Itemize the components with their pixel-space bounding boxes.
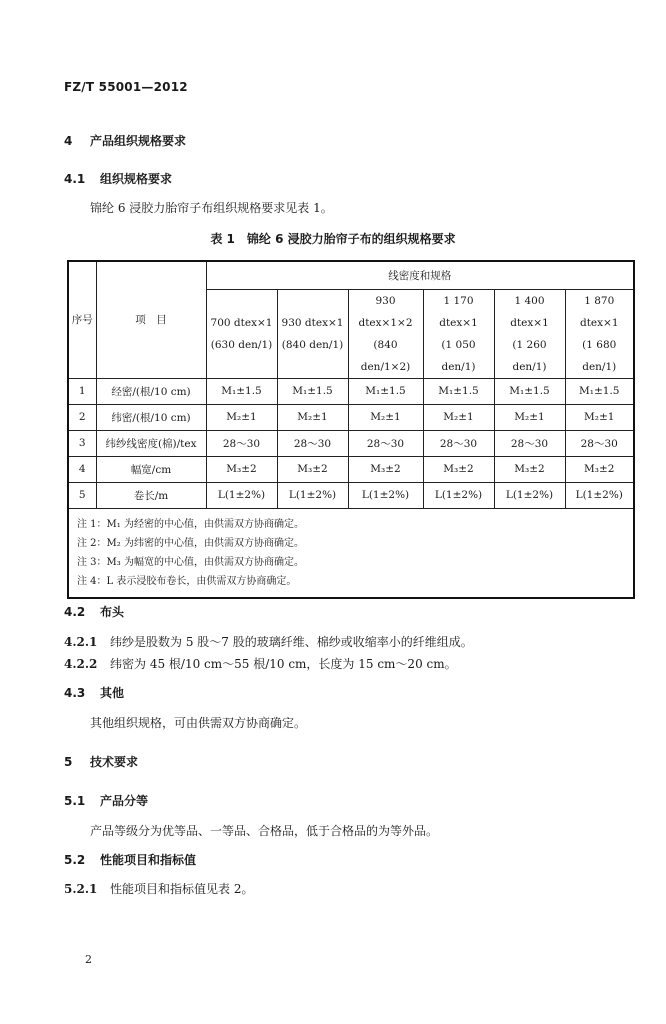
table-cell: M₃±2 [565,456,634,482]
clause-text: 性能项目和指标值见表 2。 [110,882,254,896]
row-item: 经密/(根/10 cm) [96,378,206,404]
section-5-heading [64,753,138,770]
spec-col-header: 930 dtex×1×2 (840 den/1×2) [348,289,423,378]
row-item: 纬纱线密度(棉)/tex [96,430,206,456]
spec-col-header: 1 870 dtex×1 (1 680 den/1) [565,289,634,378]
table-cell: M₂±1 [494,404,565,430]
row-item: 卷长/m [96,482,206,508]
row-seq: 5 [68,482,96,508]
table-cell: 28～30 [348,430,423,456]
table-cell: M₁±1.5 [277,378,348,404]
row-item: 纬密/(根/10 cm) [96,404,206,430]
table-cell: M₂±1 [277,404,348,430]
section-number: 5.1 [64,794,86,808]
table-row [68,430,634,456]
table-notes-row [68,508,634,598]
col-header-seq: 序号 [68,261,96,378]
spec-col-header: 1 400 dtex×1 (1 260 den/1) [494,289,565,378]
section-number: 5.2 [64,853,86,867]
table-cell: M₂±1 [348,404,423,430]
table-cell: M₂±1 [565,404,634,430]
table-row [68,378,634,404]
section-title: 产品分等 [100,794,149,808]
table-1-caption: 表 1 锦纶 6 浸胶力胎帘子布的组织规格要求 [210,232,456,246]
table-cell: 28～30 [565,430,634,456]
section-title: 技术要求 [90,755,139,769]
section-5-2-heading [64,851,196,868]
table-cell: 28～30 [277,430,348,456]
section-4-heading [64,132,186,149]
section-4-3-heading [64,684,124,701]
table-row [68,456,634,482]
table-note: 注 3：M₃ 为幅宽的中心值，由供需双方协商确定。 [77,556,304,568]
row-seq: 3 [68,430,96,456]
table-cell: M₁±1.5 [348,378,423,404]
table-cell: L(1±2%) [423,482,494,508]
section-4-1-heading [64,170,172,187]
section-title: 布头 [100,605,125,619]
clause-text: 纬密为 45 根/10 cm～55 根/10 cm，长度为 15 cm～20 cm。 [110,657,457,671]
table-cell: L(1±2%) [565,482,634,508]
section-number: 4 [64,134,73,148]
section-4-3-text: 其他组织规格，可由供需双方协商确定。 [90,716,307,730]
section-5-1-text: 产品等级分为优等品、一等品、合格品，低于合格品的为等外品。 [90,824,439,838]
table-cell: M₁±1.5 [494,378,565,404]
section-4-2-heading [64,603,124,620]
section-4-2-2 [64,655,457,672]
clause-number: 4.2.1 [64,635,98,649]
table-cell: L(1±2%) [348,482,423,508]
row-seq: 2 [68,404,96,430]
table-row [68,482,634,508]
table-cell: M₁±1.5 [423,378,494,404]
table-note: 注 1：M₁ 为经密的中心值，由供需双方协商确定。 [77,518,304,530]
table-cell: M₃±2 [206,456,277,482]
section-title: 组织规格要求 [100,172,173,186]
clause-number: 5.2.1 [64,882,98,896]
row-seq: 4 [68,456,96,482]
section-4-2-1 [64,633,473,650]
table-cell: M₂±1 [206,404,277,430]
clause-number: 4.2.2 [64,657,98,671]
table-cell: M₁±1.5 [206,378,277,404]
col-group-header: 线密度和规格 [206,261,634,289]
table-cell: M₃±2 [348,456,423,482]
section-5-2-1 [64,880,253,897]
table-cell: 28～30 [423,430,494,456]
col-header-item: 项 目 [96,261,206,378]
spec-table [67,260,635,599]
table-note: 注 2：M₂ 为纬密的中心值，由供需双方协商确定。 [77,537,304,549]
table-header-row [68,261,634,289]
row-seq: 1 [68,378,96,404]
table-cell: 28～30 [494,430,565,456]
table-note: 注 4：L 表示浸胶布卷长，由供需双方协商确定。 [77,575,297,587]
table-notes [68,508,634,598]
row-item: 幅宽/cm [96,456,206,482]
table-row [68,404,634,430]
section-4-1-text: 锦纶 6 浸胶力胎帘子布组织规格要求见表 1。 [90,201,333,215]
table-cell: L(1±2%) [206,482,277,508]
table-cell: M₃±2 [423,456,494,482]
section-title: 产品组织规格要求 [90,134,187,148]
section-number: 5 [64,755,73,769]
section-title: 性能项目和指标值 [100,853,197,867]
table-cell: L(1±2%) [277,482,348,508]
section-number: 4.1 [64,172,86,186]
clause-text: 纬纱是股数为 5 股～7 股的玻璃纤维、棉纱或收缩率小的纤维组成。 [110,635,473,649]
table-cell: M₃±2 [277,456,348,482]
spec-col-header: 700 dtex×1 (630 den/1) [206,289,277,378]
page-number: 2 [85,953,92,966]
standard-code-header: FZ/T 55001—2012 [64,80,188,94]
table-cell: L(1±2%) [494,482,565,508]
table-cell: M₂±1 [423,404,494,430]
section-number: 4.3 [64,686,86,700]
section-number: 4.2 [64,605,86,619]
spec-col-header: 1 170 dtex×1 (1 050 den/1) [423,289,494,378]
table-cell: M₁±1.5 [565,378,634,404]
table-cell: 28～30 [206,430,277,456]
table-cell: M₃±2 [494,456,565,482]
spec-col-header: 930 dtex×1 (840 den/1) [277,289,348,378]
section-title: 其他 [100,686,125,700]
section-5-1-heading [64,792,148,809]
